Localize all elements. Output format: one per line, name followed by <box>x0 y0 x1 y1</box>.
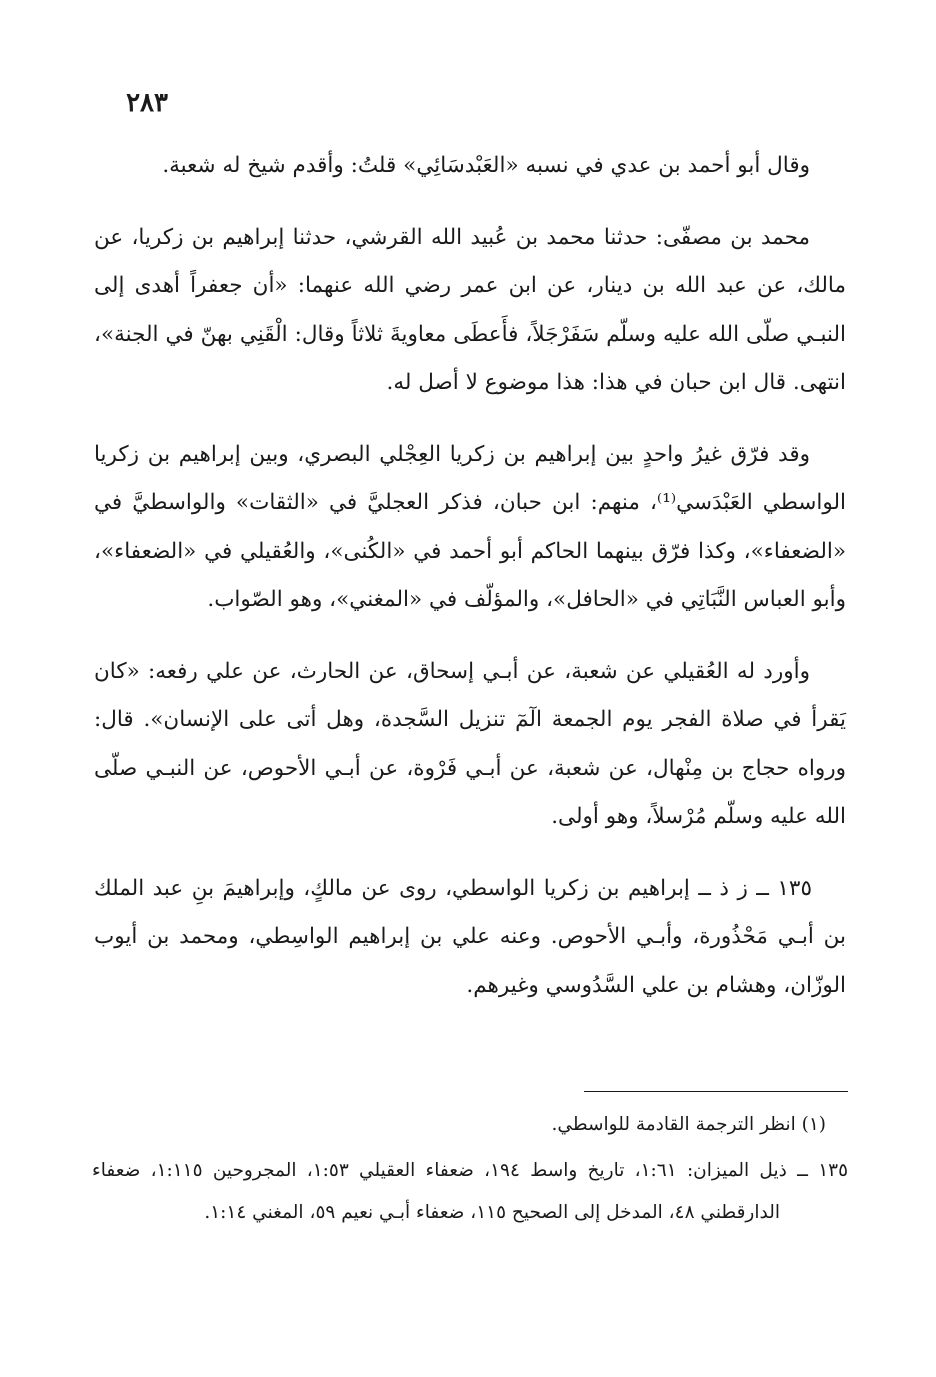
paragraph-distinction: وقد فرّق غيرُ واحدٍ بين إبراهيم بن زكريا العِجْلي البصري، وبين إبراهيم بن زكريا الواسطي العَبْدَسي⁽¹⁾، منهم: ابن حبان، فذكر العجليَّ في «الثقات» والواسطيَّ في «الضعفاء»، وكذا فرّق بينهما الحاكم أبو أحمد في «الكُنى»، والعُقيلي في «الضعفاء»، وأبو العباس النَّبَاتِي في «الحافل»، والمؤلّف في «المغني»، وهو الصّواب. <box>94 441 846 612</box>
biography-entry-135: ١٣٥ ــ ز ذ ــ إبراهيم بن زكريا الواسطي، روى عن مالكٍ، وإبراهيمَ بنِ عبد الملك بن أبـي مَحْذُورة، وأبـي الأحوص. وعنه علي بن إبراهيم الواسِطي، ومحمد بن أيوب الوزّان، وهشام بن علي السَّدُوسي وغيرهم. <box>94 875 846 998</box>
footnote-1: (١) انظر الترجمة القادمة للواسطي. <box>551 1114 826 1135</box>
paragraph-hadith-quince: محمد بن مصفّى: حدثنا محمد بن عُبيد الله القرشي، حدثنا إبراهيم بن زكريا، عن مالك، عن عبد الله بن دينار، عن ابن عمر رضي الله عنهما: «أن جعفراً أهدى إلى النبـي صلّى الله عليه وسلّم سَفَرْجَلاً، فأَعطَى معاويةَ ثلاثاً وقال: الْقَنِي بهنّ في الجنة»، انتهى. قال ابن حبان في هذا: هذا موضوع لا أصل له. <box>94 224 846 395</box>
footnote-separator <box>584 1091 848 1092</box>
page-number: ٢٨٣ <box>126 88 168 118</box>
paragraph-uqayli-report: وأورد له العُقيلي عن شعبة، عن أبـي إسحاق، عن الحارث، عن علي رفعه: «كان يَقرأ في صلاة الفجر يوم الجمعة الٓمٓ تنزيل السَّجدة، وهل أتى على الإنسان». قال: ورواه حجاج بن مِنْهال، عن شعبة، عن أبـي فَرْوة، عن أبـي الأحوص، عن النبـي صلّى الله عليه وسلّم مُرْسلاً، وهو أولى. <box>94 658 846 829</box>
main-text <box>94 142 846 1033</box>
paragraph-nisba: وقال أبو أحمد بن عدي في نسبه «العَبْدسَائِي» قلتُ: وأقدم شيخ له شعبة. <box>162 153 810 178</box>
footnote-sources-135: ١٣٥ ــ ذيل الميزان: ١:٦١، تاريخ واسط ١٩٤، ضعفاء العقيلي ١:٥٣، المجروحين ١:١١٥، ضعفاء الدارقطني ٤٨، المدخل إلى الصحيح ١١٥، ضعفاء أبـي نعيم ٥٩، المغني ١:١٤. <box>92 1160 849 1223</box>
footnotes <box>92 1104 848 1238</box>
